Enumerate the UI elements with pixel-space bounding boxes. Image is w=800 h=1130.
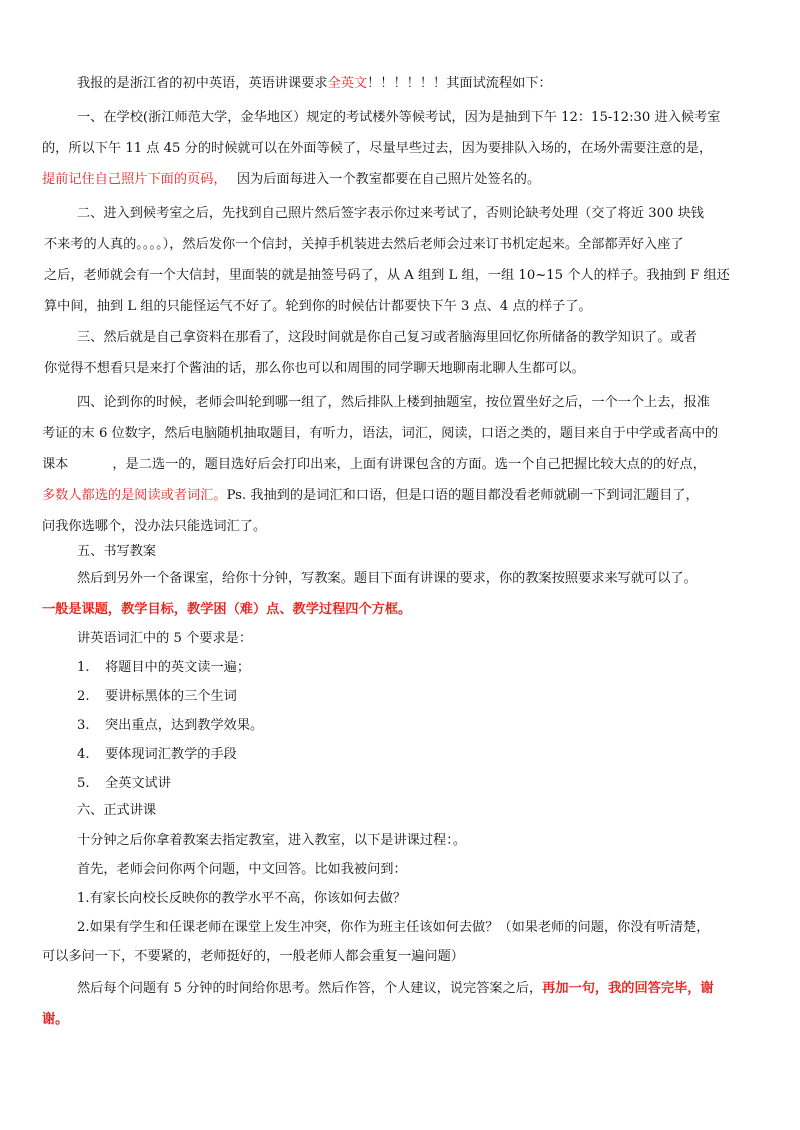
step4-line2: 考证的末 6 位数字，然后电脑随机抽取题目，有听力，语法，词汇，阅读，口语之类的，题目来自于中学或者高中的 bbox=[42, 426, 719, 441]
step5-line1: 然后到另外一个备课室，给你十分钟，写教案。题目下面有讲课的要求，你的教案按照要求来写就可以了。 bbox=[77, 571, 697, 586]
step2-line2: 不来考的人真的。。。。），然后发你一个信封，关掉手机装进去然后老师会过来订书机定起来。全部都弄好入座了 bbox=[44, 237, 684, 252]
step4-line1: 四、论到你的时候，老师会叫轮到哪一组了，然后排队上楼到抽题室，按位置坐好之后，一个一个上去，报准 bbox=[77, 395, 710, 410]
list-item-number: 4. bbox=[77, 747, 90, 762]
list-item bbox=[77, 654, 797, 681]
list-item-text: 要讲标黑体的三个生词 bbox=[105, 689, 237, 704]
intro-paragraph bbox=[77, 70, 797, 97]
list-item-number: 1. bbox=[77, 660, 90, 675]
list-item-text: 突出重点，达到教学效果。 bbox=[105, 718, 264, 733]
step4-highlight: 多数人都选的是阅读或者词汇。 bbox=[42, 488, 227, 503]
step6-highlight: 再加一句，我的回答完毕，谢 bbox=[542, 981, 714, 996]
step1-highlight: 提前记住自己照片下面的页码， bbox=[42, 172, 227, 187]
list-item-number: 5. bbox=[77, 776, 90, 791]
step4-line4 bbox=[42, 482, 762, 509]
question-1: 1.有家长向校长反映你的教学水平不高，你该如何去做？ bbox=[77, 891, 407, 906]
list-item-text: 全英文试讲 bbox=[105, 776, 171, 791]
list-item-number: 3. bbox=[77, 718, 90, 733]
step4-line3-a: 课本 bbox=[42, 457, 69, 472]
step6-line3 bbox=[77, 975, 797, 1002]
list-item-number: 2. bbox=[77, 689, 90, 704]
step6-line2: 首先，老师会问你两个问题，中文回答。比如我被问到： bbox=[77, 862, 407, 877]
question-2-line2: 可以多问一下，不要紧的，老师挺好的，一般老师人都会重复一遍问题） bbox=[42, 949, 464, 964]
step2-line4: 算中间，抽到 L 组的只能怪运气不好了。轮到你的时候估计都要快下午 3 点、4 点的样子了。 bbox=[44, 299, 592, 314]
list-item bbox=[77, 683, 797, 710]
intro-text-a: 我报的是浙江省的初中英语，英语讲课要求 bbox=[77, 76, 328, 91]
step6-line1: 十分钟之后你拿着教案去指定教室，进入教室，以下是讲课过程：。 bbox=[77, 833, 467, 848]
step2-line1: 二、进入到候考室之后，先找到自己照片然后签字表示你过来考试了，否则论缺考处理（交了将近 300 块钱 bbox=[77, 206, 704, 221]
step1-line3-text: 因为后面每进入一个教室都要在自己照片处签名的。 bbox=[236, 172, 541, 187]
step5-title: 五、书写教案 bbox=[77, 544, 157, 559]
step1-line1: 一、在学校(浙江师范大学，金华地区）规定的考试楼外等候考试，因为是抽到下午 12：15-12:30 进入候考室 bbox=[77, 110, 721, 125]
step6-line3-text: 然后每个问题有 5 分钟的时间给你思考。然后作答，个人建议，说完答案之后， bbox=[77, 981, 543, 996]
step3-line2: 你觉得不想看只是来打个酱油的话，那么你也可以和周围的同学聊天地聊南北聊人生都可以。 bbox=[44, 361, 585, 376]
step4-line3-b: ，是二选一的，题目选好后会打印出来，上面有讲课包含的方面。选一个自己把握比较大点的的好点， bbox=[112, 457, 706, 472]
list-item bbox=[77, 770, 797, 797]
step3-line1: 三、然后就是自己拿资料在那看了，这段时间就是你自己复习或者脑海里回忆你所储备的教学知识了。或者 bbox=[77, 330, 697, 345]
step5-highlight: 一般是课题，教学目标，教学困（难）点、教学过程四个方框。 bbox=[42, 602, 412, 617]
step1-line3 bbox=[42, 166, 762, 193]
step4-line4-text: Ps. 我抽到的是词汇和口语，但是口语的题目都没看老师就刷一下到词汇题目了， bbox=[226, 488, 699, 503]
list-item bbox=[77, 712, 797, 739]
list-item bbox=[77, 741, 797, 768]
list-item-text: 要体现词汇教学的手段 bbox=[105, 747, 237, 762]
step6-title: 六、正式讲课 bbox=[77, 803, 157, 818]
step2-line3: 之后，老师就会有一个大信封，里面装的就是抽签号码了，从 A 组到 L 组，一组 10~15 个人的样子。我抽到 F 组还 bbox=[44, 268, 730, 283]
requirements-title: 讲英语词汇中的 5 个要求是： bbox=[77, 631, 253, 646]
intro-highlight: 全英文 bbox=[327, 76, 368, 91]
step6-highlight-end: 谢。 bbox=[42, 1012, 69, 1027]
intro-text-b: ！！！！！！其面试流程如下： bbox=[367, 76, 552, 91]
list-item-text: 将题目中的英文读一遍； bbox=[105, 660, 251, 675]
step1-line2: 的，所以下午 11 点 45 分的时候就可以在外面等候了，尽量早些过去，因为要排队入场的，在场外需要注意的是， bbox=[42, 141, 713, 156]
step4-line5: 问我你选哪个，没办法只能选词汇了。 bbox=[42, 519, 267, 534]
step4-line3 bbox=[42, 451, 762, 478]
question-2-line1: 2.如果有学生和任课老师在课堂上发生冲突，你作为班主任该如何去做？（如果老师的问题，你没有听清楚， bbox=[77, 920, 710, 935]
